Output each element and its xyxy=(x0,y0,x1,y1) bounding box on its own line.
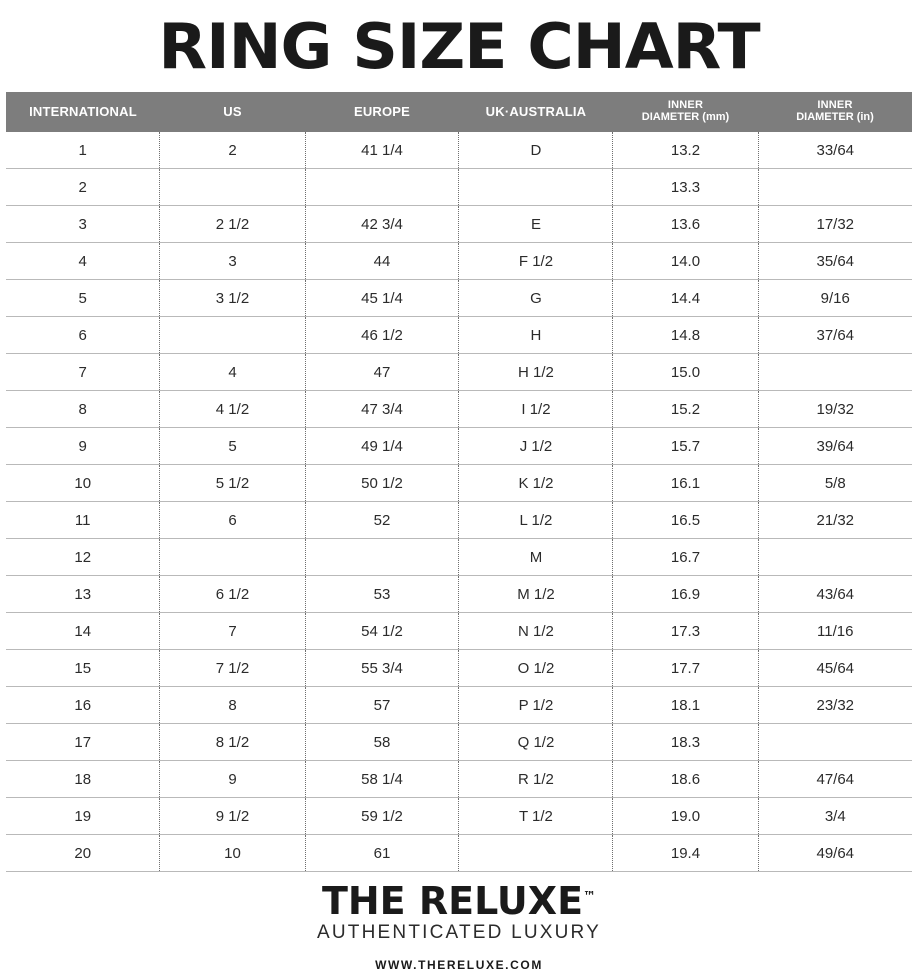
table-cell: 11 xyxy=(6,502,160,539)
column-header-uk-australia: UK·AUSTRALIA xyxy=(459,92,613,132)
table-cell: 52 xyxy=(305,502,459,539)
table-cell: 11/16 xyxy=(758,613,912,650)
table-cell: 61 xyxy=(305,835,459,872)
table-cell: 7 xyxy=(6,354,160,391)
table-cell xyxy=(160,317,305,354)
table-cell: 9 xyxy=(160,761,305,798)
table-cell: 14.0 xyxy=(613,243,758,280)
table-cell: 45/64 xyxy=(758,650,912,687)
table-cell: 6 1/2 xyxy=(160,576,305,613)
table-cell: 3 1/2 xyxy=(160,280,305,317)
table-cell: K 1/2 xyxy=(459,465,613,502)
table-cell: 55 3/4 xyxy=(305,650,459,687)
table-cell xyxy=(305,169,459,206)
table-cell: 16 xyxy=(6,687,160,724)
table-cell: 41 1/4 xyxy=(305,132,459,169)
table-cell: 47 3/4 xyxy=(305,391,459,428)
table-cell: 2 xyxy=(160,132,305,169)
table-cell: 17.3 xyxy=(613,613,758,650)
table-cell: 2 1/2 xyxy=(160,206,305,243)
table-cell: E xyxy=(459,206,613,243)
column-header-inner-diameter-mm: INNER DIAMETER (mm) xyxy=(613,92,758,132)
footer xyxy=(0,879,918,972)
table-cell: G xyxy=(459,280,613,317)
table-row xyxy=(6,391,912,428)
table-cell: 43/64 xyxy=(758,576,912,613)
table-cell: 17 xyxy=(6,724,160,761)
table-cell: P 1/2 xyxy=(459,687,613,724)
table-cell: 13.6 xyxy=(613,206,758,243)
table-cell: 10 xyxy=(160,835,305,872)
table-cell: 2 xyxy=(6,169,160,206)
table-cell: 5 xyxy=(160,428,305,465)
table-cell xyxy=(758,539,912,576)
table-row xyxy=(6,724,912,761)
table-cell: L 1/2 xyxy=(459,502,613,539)
table-cell: 4 xyxy=(6,243,160,280)
table-cell: 47/64 xyxy=(758,761,912,798)
table-cell xyxy=(758,724,912,761)
column-header-inner-diameter-in: INNER DIAMETER (in) xyxy=(758,92,912,132)
table-cell xyxy=(758,354,912,391)
table-cell: 44 xyxy=(305,243,459,280)
table-cell: 3/4 xyxy=(758,798,912,835)
table-cell: 8 xyxy=(160,687,305,724)
brand-text: THE RELUXE xyxy=(321,879,584,923)
brand-name xyxy=(321,879,597,923)
table-cell: 4 1/2 xyxy=(160,391,305,428)
table-cell: 5 1/2 xyxy=(160,465,305,502)
table-cell: 16.9 xyxy=(613,576,758,613)
table-cell: 13.3 xyxy=(613,169,758,206)
table-cell: 6 xyxy=(6,317,160,354)
table-cell: 14.4 xyxy=(613,280,758,317)
table-cell: 3 xyxy=(6,206,160,243)
table-cell: 1 xyxy=(6,132,160,169)
table-cell: M xyxy=(459,539,613,576)
table-cell: 19.4 xyxy=(613,835,758,872)
table-cell: 21/32 xyxy=(758,502,912,539)
page-title: RING SIZE CHART xyxy=(158,10,760,83)
table-cell: 19.0 xyxy=(613,798,758,835)
table-cell: Q 1/2 xyxy=(459,724,613,761)
trademark-symbol: ™ xyxy=(583,889,597,905)
table-row xyxy=(6,206,912,243)
table-row xyxy=(6,539,912,576)
table-cell: 54 1/2 xyxy=(305,613,459,650)
table-row xyxy=(6,613,912,650)
table-cell: 19/32 xyxy=(758,391,912,428)
table-cell: 15 xyxy=(6,650,160,687)
table-row xyxy=(6,169,912,206)
table-cell: 8 1/2 xyxy=(160,724,305,761)
column-header-europe: EUROPE xyxy=(305,92,459,132)
table-cell: T 1/2 xyxy=(459,798,613,835)
table-cell: 8 xyxy=(6,391,160,428)
table-row xyxy=(6,576,912,613)
table-cell: 39/64 xyxy=(758,428,912,465)
table-cell: 4 xyxy=(160,354,305,391)
table-cell xyxy=(459,835,613,872)
table-cell: N 1/2 xyxy=(459,613,613,650)
table-cell: 47 xyxy=(305,354,459,391)
table-cell: 20 xyxy=(6,835,160,872)
table-cell: 12 xyxy=(6,539,160,576)
table-row xyxy=(6,687,912,724)
table-cell: 7 1/2 xyxy=(160,650,305,687)
table-body xyxy=(6,132,912,872)
table-cell: R 1/2 xyxy=(459,761,613,798)
table-cell: H xyxy=(459,317,613,354)
table-row xyxy=(6,798,912,835)
table-cell: 14.8 xyxy=(613,317,758,354)
table-row xyxy=(6,428,912,465)
table-cell: 18 xyxy=(6,761,160,798)
table-cell: 42 3/4 xyxy=(305,206,459,243)
table-cell: D xyxy=(459,132,613,169)
table-cell: 17/32 xyxy=(758,206,912,243)
table-cell: 9 xyxy=(6,428,160,465)
table-cell: 9/16 xyxy=(758,280,912,317)
table-cell: J 1/2 xyxy=(459,428,613,465)
table-row xyxy=(6,465,912,502)
column-header-us: US xyxy=(160,92,305,132)
table-cell: M 1/2 xyxy=(459,576,613,613)
table-cell: 16.7 xyxy=(613,539,758,576)
table-row xyxy=(6,317,912,354)
table-cell: 35/64 xyxy=(758,243,912,280)
table-cell: 18.1 xyxy=(613,687,758,724)
table-cell: 59 1/2 xyxy=(305,798,459,835)
header-row xyxy=(6,92,912,132)
table-cell: F 1/2 xyxy=(459,243,613,280)
table-cell xyxy=(160,169,305,206)
table-cell: 7 xyxy=(160,613,305,650)
table-row xyxy=(6,280,912,317)
table-cell: 18.3 xyxy=(613,724,758,761)
table-cell: 57 xyxy=(305,687,459,724)
table-cell: 15.2 xyxy=(613,391,758,428)
table-cell: 49 1/4 xyxy=(305,428,459,465)
table-cell: 3 xyxy=(160,243,305,280)
table-cell: 16.1 xyxy=(613,465,758,502)
table-cell: 58 1/4 xyxy=(305,761,459,798)
table-cell: 5/8 xyxy=(758,465,912,502)
table-cell xyxy=(305,539,459,576)
table-cell xyxy=(758,169,912,206)
table-cell: 17.7 xyxy=(613,650,758,687)
table-cell xyxy=(459,169,613,206)
brand-tagline: AUTHENTICATED LUXURY xyxy=(317,922,601,943)
table-cell: 33/64 xyxy=(758,132,912,169)
table-cell: 15.7 xyxy=(613,428,758,465)
table-cell: 19 xyxy=(6,798,160,835)
table-cell xyxy=(160,539,305,576)
table-row xyxy=(6,835,912,872)
table-cell: 13 xyxy=(6,576,160,613)
table-cell: 23/32 xyxy=(758,687,912,724)
table-cell: I 1/2 xyxy=(459,391,613,428)
table-cell: 58 xyxy=(305,724,459,761)
table-cell: 16.5 xyxy=(613,502,758,539)
column-header-international: INTERNATIONAL xyxy=(6,92,160,132)
table-cell: 53 xyxy=(305,576,459,613)
table-row xyxy=(6,761,912,798)
table-cell: 9 1/2 xyxy=(160,798,305,835)
table-row xyxy=(6,243,912,280)
table-cell: 6 xyxy=(160,502,305,539)
ring-size-table xyxy=(6,92,912,872)
table-cell: 5 xyxy=(6,280,160,317)
table-container xyxy=(0,92,918,872)
table-row xyxy=(6,354,912,391)
table-cell: O 1/2 xyxy=(459,650,613,687)
table-cell: 37/64 xyxy=(758,317,912,354)
table-cell: 14 xyxy=(6,613,160,650)
table-cell: H 1/2 xyxy=(459,354,613,391)
table-cell: 49/64 xyxy=(758,835,912,872)
table-cell: 10 xyxy=(6,465,160,502)
table-row xyxy=(6,132,912,169)
table-cell: 46 1/2 xyxy=(305,317,459,354)
table-row xyxy=(6,650,912,687)
table-cell: 18.6 xyxy=(613,761,758,798)
table-cell: 15.0 xyxy=(613,354,758,391)
table-row xyxy=(6,502,912,539)
table-cell: 50 1/2 xyxy=(305,465,459,502)
table-cell: 45 1/4 xyxy=(305,280,459,317)
website-url: WWW.THERELUXE.COM xyxy=(375,958,543,972)
table-cell: 13.2 xyxy=(613,132,758,169)
table-header xyxy=(6,92,912,132)
